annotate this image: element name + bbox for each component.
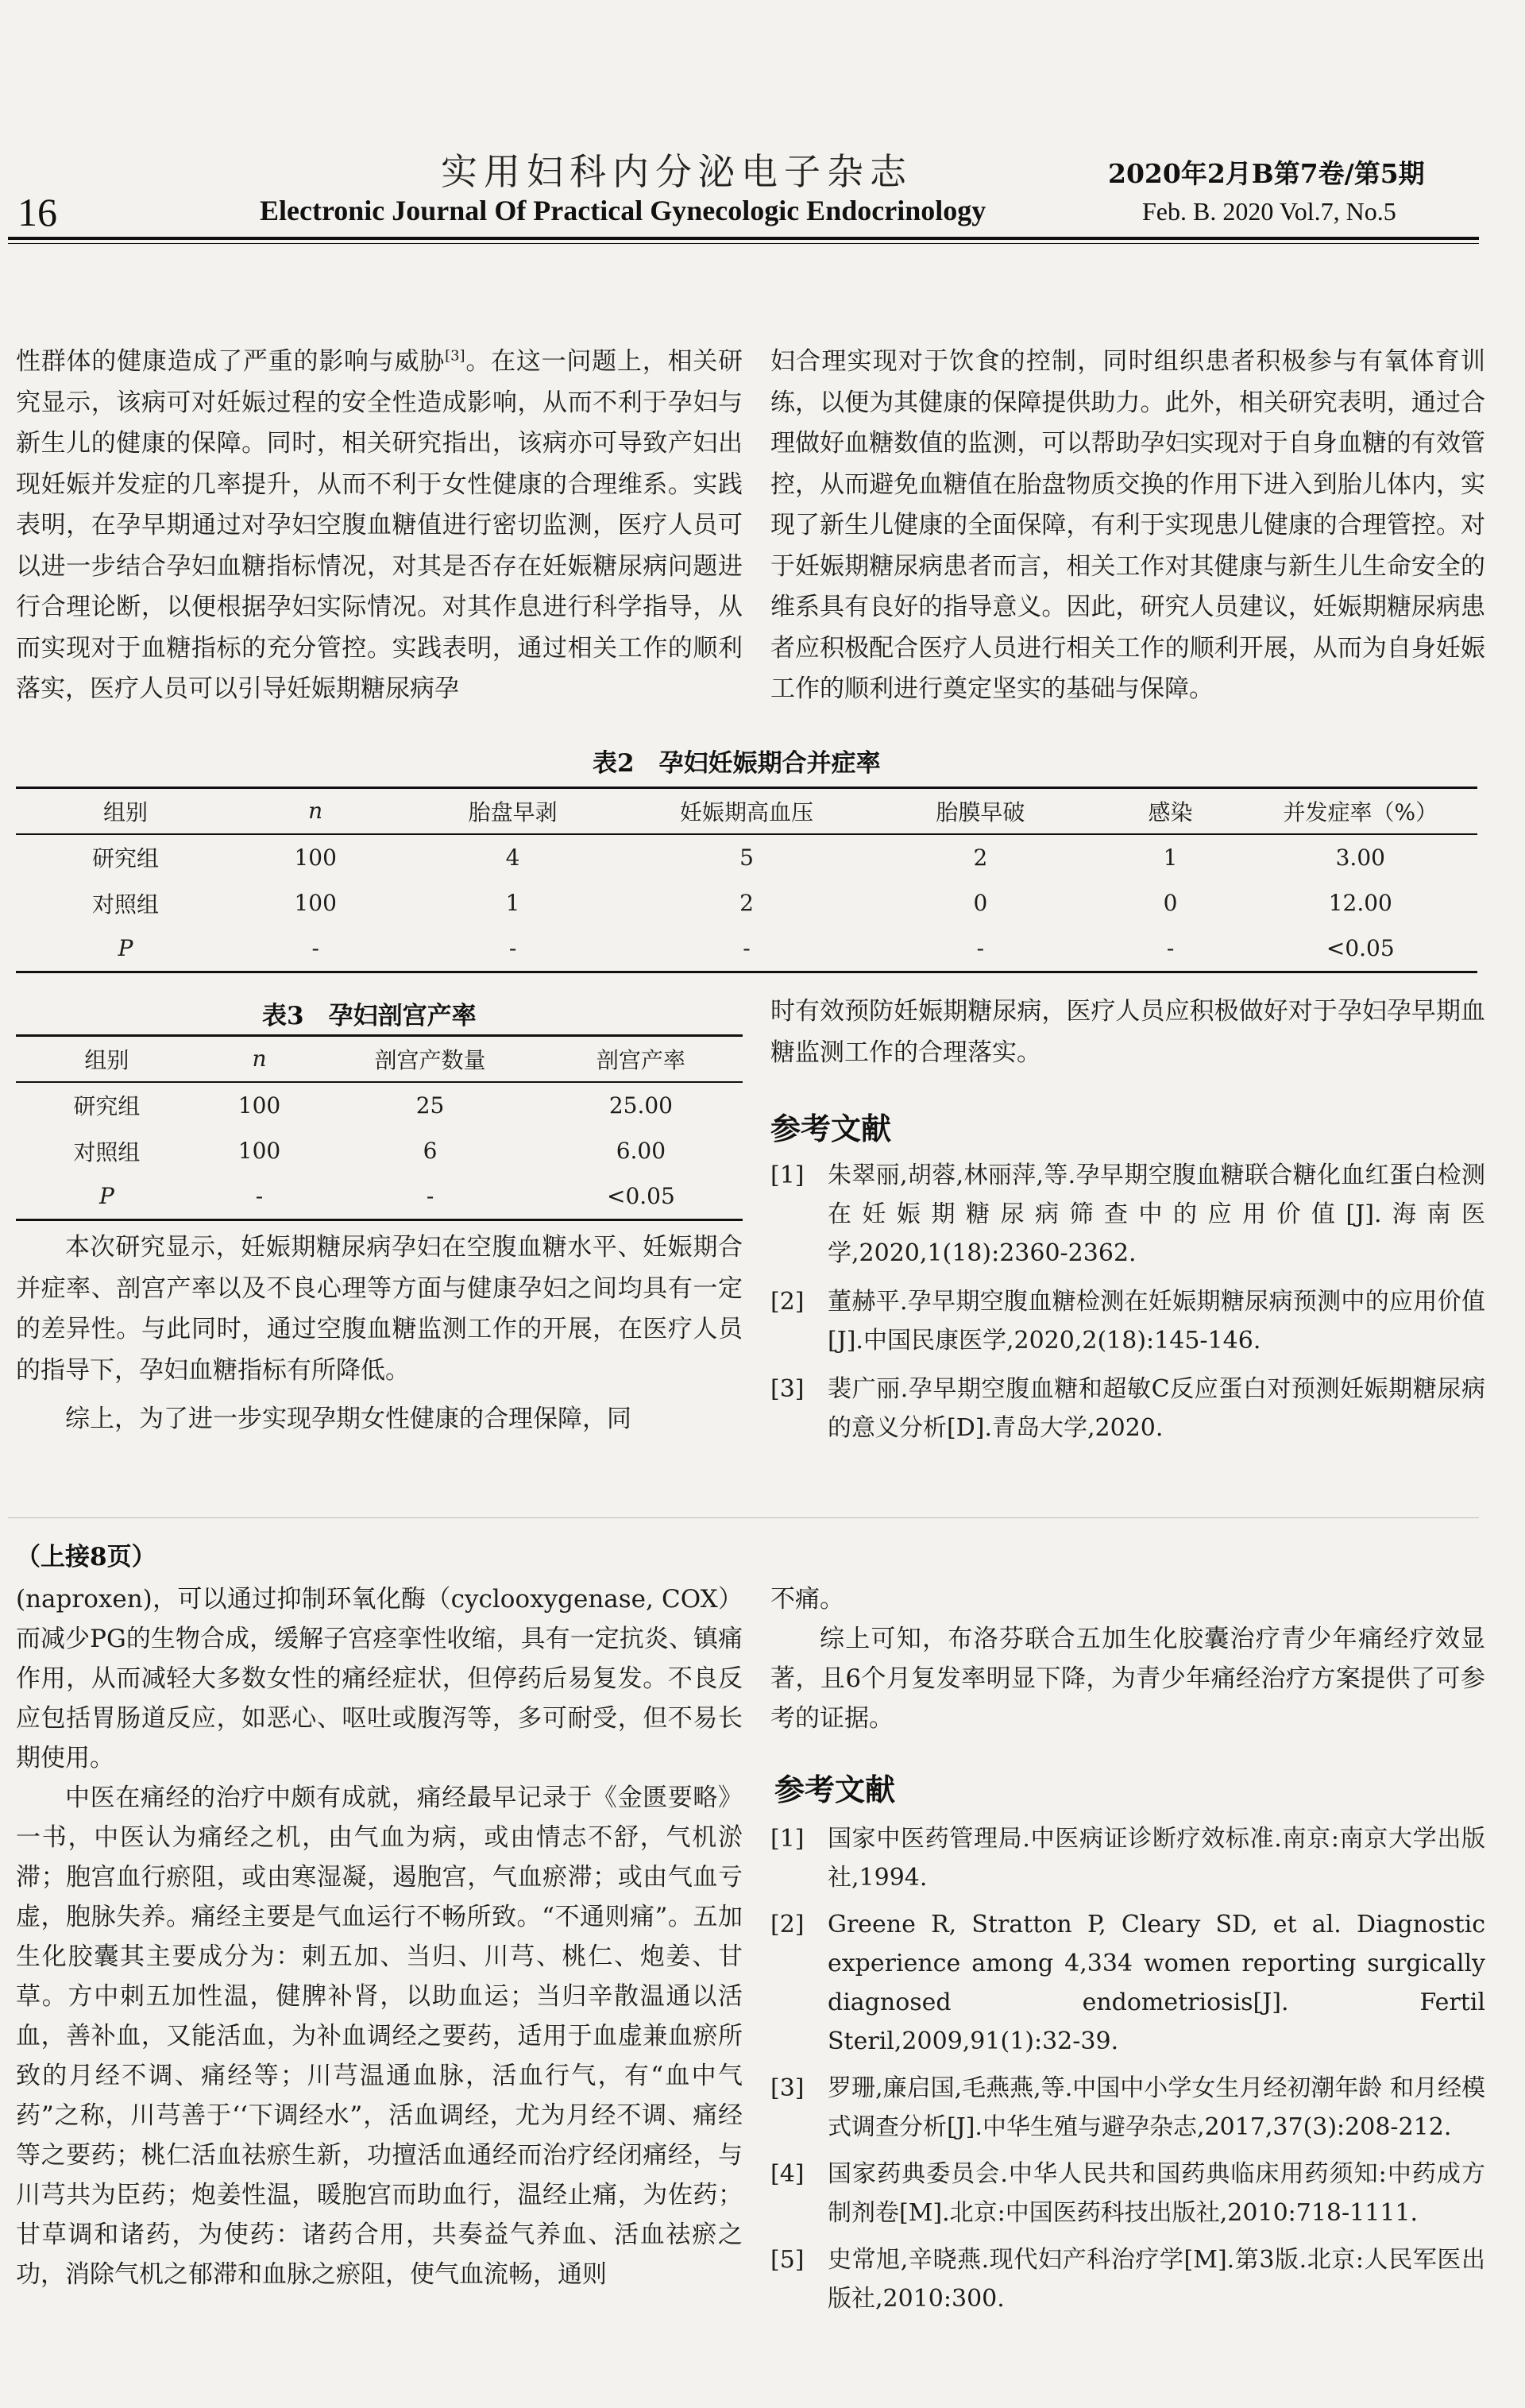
left-column-mid: [16, 1227, 743, 1440]
header-rule-thin: [8, 243, 1479, 244]
paragraph: 时有效预防妊娠期糖尿病，医疗人员应积极做好对于孕妇孕早期血糖监测工作的合理落实。: [770, 997, 1485, 1067]
table-cell: -: [508, 935, 517, 962]
table-row: [16, 1082, 743, 1128]
table-row: [16, 834, 1477, 880]
reference-item: [770, 2155, 1485, 2232]
table3-title: 表3 孕妇剖宫产率: [262, 1002, 477, 1030]
issue-info-cn: 2020年2月B第7卷/第5期: [1108, 158, 1425, 189]
paragraph-text: 。在这一问题上，相关研究显示，该病可对妊娠过程的安全性造成影响，从而不利于孕妇与新生儿的健康的保障。同时，相关研究指出，该病亦可导致产妇出现妊娠并发症的几率提升，从而不利于女性健康的合理维系。实践表明，在孕早期通过对孕妇空腹血糖值进行密切监测，医疗人员可以进一步结合孕妇血糖指标情况，对其是否存在妊娠糖尿病问题进行合理论断，以便根据孕妇实际情况。对其作息进行科学指导，从而实现对于血糖指标的充分管控。实践表明，通过相关工作的顺利落实，医疗人员可以引导妊娠期糖尿病孕: [16, 347, 743, 703]
table-cell: 100: [294, 890, 337, 916]
right-column-mid: [770, 991, 1485, 1073]
issue-info-en: Feb. B. 2020 Vol.7, No.5: [1142, 197, 1396, 226]
table-cell: -: [976, 935, 985, 962]
table-header-cell: 感染: [1148, 798, 1193, 825]
table-cell: -: [426, 1183, 434, 1210]
reference-number: [1]: [770, 1825, 805, 1853]
table-header-cell: 胎膜早破: [936, 798, 1025, 825]
table-cell: 6: [423, 1138, 438, 1164]
table-header-cell: 胎盘早剥: [468, 798, 558, 825]
table-cell: 6.00: [616, 1138, 666, 1164]
table2-title: 表2 孕妇妊娠期合并症率: [593, 749, 881, 778]
table-cell: 研究组: [73, 1093, 141, 1119]
left-column-top: [16, 342, 743, 710]
table-row: [16, 1128, 743, 1174]
table-cell: 100: [237, 1092, 281, 1119]
table-header-row: [16, 788, 1477, 834]
table-cell: 100: [294, 844, 337, 871]
reference-text: 国家药典委员会.中华人民共和国药典临床用药须知:中药成方制剂卷[M].北京:中国医药科技出版社,2010:718-1111.: [828, 2160, 1485, 2227]
table-cell: 0: [973, 890, 988, 916]
table-cell: <0.05: [1326, 935, 1395, 962]
header-rule: [8, 237, 1479, 240]
paragraph: 本次研究显示，妊娠期糖尿病孕妇在空腹血糖水平、妊娠期合并症率、剖宫产率以及不良心理等方面与健康孕妇之间均具有一定的差异性。与此同时，通过空腹血糖监测工作的开展，在医疗人员的指导下，孕妇血糖指标有所降低。: [16, 1233, 743, 1385]
table-cell: 对照组: [91, 891, 159, 918]
table-cell: 2: [739, 890, 754, 916]
table-cell: 2: [973, 844, 988, 871]
table-cell: -: [1166, 935, 1175, 962]
section-divider: [8, 1517, 1479, 1518]
reference-number: [2]: [770, 1911, 805, 1938]
table-cell: 4: [505, 844, 520, 871]
table-header-cell: 组别: [102, 798, 148, 825]
references-list: [770, 1156, 1485, 1448]
reference-item: [770, 2069, 1485, 2147]
table-header-cell: 妊娠期高血压: [679, 798, 813, 825]
table-header-cell: n: [252, 1046, 267, 1073]
paragraph: 综上，为了进一步实现孕期女性健康的合理保障，同: [65, 1405, 631, 1433]
right-column-top: [770, 342, 1485, 710]
table-cell: 0: [1163, 890, 1178, 916]
table-cell: 12.00: [1328, 890, 1392, 916]
reference-text: 罗珊,廉启国,毛燕燕,等.中国中小学女生月经初潮年龄 和月经模式调查分析[J].中华生殖与避孕杂志,2017,37(3):208-212.: [828, 2074, 1485, 2141]
paragraph-text: 性群体的健康造成了严重的影响与威胁: [16, 347, 446, 376]
reference-item: [770, 1819, 1485, 1897]
reference-text: 朱翠丽,胡蓉,林丽萍,等.孕早期空腹血糖联合糖化血红蛋白检测在妊娠期糖尿病筛查中的应用价值[J].海南医学,2020,1(18):2360-2362.: [828, 1161, 1485, 1267]
reference-number: [5]: [770, 2246, 805, 2274]
table-header-row: [16, 1036, 743, 1082]
table-row: [16, 880, 1477, 926]
journal-title-en: Electronic Journal Of Practical Gynecologic Endocrinology: [260, 195, 986, 226]
paragraph: 中医在痛经的治疗中颇有成就，痛经最早记录于《金匮要略》一书，中医认为痛经之机，由气血为病，或由情志不舒，气机淤滞；胞宫血行瘀阻，或由寒湿凝，遏胞宫，气血瘀滞；或由气血亏虚，胞脉失养。痛经主要是气血运行不畅所致。“不通则痛”。五加生化胶囊其主要成分为：刺五加、当归、川芎、桃仁、炮姜、甘草。方中刺五加性温，健脾补肾，以助血运；当归辛散温通以活血，善补血，又能活血，为补血调经之要药，适用于血虚兼血瘀所致的月经不调、痛经等；川芎温通血脉，活血行气，有“血中气药”之称，川芎善于‘‘下调经水”，活血调经，尤为月经不调、痛经等之要药；桃仁活血祛瘀生新，功擅活血通经而治疗经闭痛经，与川芎共为臣药；炮姜性温，暖胞宫而助血行，温经止痛，为佐药；甘草调和诸药，为使药：诸药合用，共奏益气养血、活血祛瘀之功，消除气机之郁滞和血脉之瘀阻，使气血流畅，通则: [16, 1784, 743, 2289]
table-row: [16, 1174, 743, 1220]
references-heading: 参考文献: [774, 1772, 896, 1807]
table-cell: P: [118, 935, 133, 962]
page-number: 16: [17, 190, 57, 234]
paragraph: 综上可知，布洛芬联合五加生化胶囊治疗青少年痛经疗效显著，且6个月复发率明显下降，为青少年痛经治疗方案提供了可参考的证据。: [770, 1625, 1485, 1733]
continued-from-label: （上接8页）: [16, 1543, 156, 1571]
table-cell: 25: [415, 1092, 445, 1119]
references-heading: 参考文献: [770, 1111, 892, 1146]
paragraph: [16, 342, 743, 710]
table2: [16, 787, 1477, 973]
table-cell: P: [98, 1183, 114, 1210]
table-cell: 对照组: [73, 1138, 141, 1165]
table-cell: 100: [237, 1138, 281, 1164]
paragraph: (naproxen)，可以通过抑制环氧化酶（cyclooxygenase, COX）而减少PG的生物合成，缓解子宫痉挛性收缩，具有一定抗炎、镇痛作用，从而减轻大多数女性的痛经症状，但停药后易复发。不良反应包括胃肠道反应，如恶心、呕吐或腹泻等，多可耐受，但不易长期使用。: [16, 1585, 743, 1772]
reference-item: [770, 1905, 1485, 2061]
table-header-cell: 剖宫产数量: [374, 1046, 486, 1073]
table-cell: 1: [1163, 844, 1178, 871]
table-header-cell: 并发症率（%）: [1283, 798, 1438, 825]
paragraph: 妇合理实现对于饮食的控制，同时组织患者积极参与有氧体育训练，以便为其健康的保障提供助力。此外，相关研究表明，通过合理做好血糖数值的监测，可以帮助孕妇实现对于自身血糖的有效管控，从而避免血糖值在胎盘物质交换的作用下进入到胎儿体内，实现了新生儿健康的全面保障，有利于实现患儿健康的合理管控。对于妊娠期糖尿病患者而言，相关工作对其健康与新生儿生命安全的维系具有良好的指导意义。因此，研究人员建议，妊娠期糖尿病患者应积极配合医疗人员进行相关工作的顺利开展，从而为自身妊娠工作的顺利进行奠定坚实的基础与保障。: [770, 347, 1485, 703]
table-cell: -: [255, 1183, 264, 1210]
table3: [16, 1034, 743, 1221]
reference-text: 史常旭,辛晓燕.现代妇产科治疗学[M].第3版.北京:人民军医出版社,2010:300.: [828, 2246, 1485, 2313]
reference-item: [770, 2240, 1485, 2318]
references-list: [770, 1819, 1485, 2318]
table-header-cell: 组别: [84, 1046, 129, 1073]
reference-text: 董赫平.孕早期空腹血糖检测在妊娠期糖尿病预测中的应用价值[J].中国民康医学,2020,2(18):145-146.: [828, 1288, 1485, 1355]
reference-number: [3]: [770, 2074, 805, 2102]
table-cell: 研究组: [91, 845, 159, 872]
reference-item: [770, 1156, 1485, 1273]
reference-number: [3]: [770, 1375, 805, 1403]
reference-item: [770, 1282, 1485, 1360]
citation-ref: [3]: [445, 347, 465, 365]
table-header-cell: n: [308, 798, 323, 825]
table-row: [16, 926, 1477, 972]
paragraph: 不痛。: [770, 1585, 844, 1614]
table-cell: 25.00: [608, 1092, 673, 1119]
reference-number: [2]: [770, 1288, 805, 1316]
table-cell: -: [311, 935, 319, 962]
table-cell: 1: [505, 890, 520, 916]
reference-number: [4]: [770, 2160, 805, 2188]
journal-title-cn: 实用妇科内分泌电子杂志: [441, 150, 913, 193]
reference-number: [1]: [770, 1161, 805, 1189]
left-column-bottom: [16, 1579, 743, 2294]
reference-text: 国家中医药管理局.中医病证诊断疗效标准.南京:南京大学出版社,1994.: [828, 1825, 1485, 1892]
table-cell: <0.05: [606, 1183, 675, 1210]
reference-text: Greene R, Stratton P, Cleary SD, et al. Diagnostic experience among 4,334 women reporting surgically diagnosed endometriosis[J]. Fertil Steril,2009,91(1):32-39.: [828, 1911, 1485, 2055]
right-column-bottom: [770, 1579, 1485, 1738]
table-header-cell: 剖宫产率: [596, 1046, 685, 1073]
table-cell: 3.00: [1335, 844, 1385, 871]
reference-item: [770, 1370, 1485, 1448]
reference-text: 裴广丽.孕早期空腹血糖和超敏C反应蛋白对预测妊娠期糖尿病的意义分析[D].青岛大学,2020.: [828, 1375, 1485, 1442]
table-cell: 5: [739, 844, 754, 871]
table-cell: -: [743, 935, 751, 962]
